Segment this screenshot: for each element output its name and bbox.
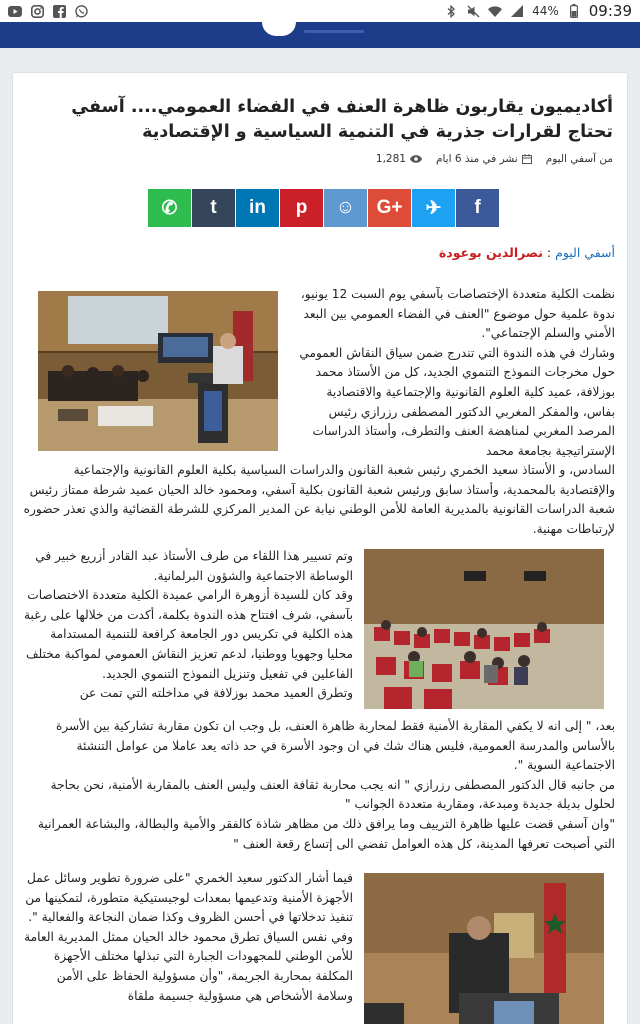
meta-views [376, 153, 422, 165]
site-header [0, 22, 640, 48]
facebook-icon: f [474, 197, 481, 218]
bluetooth-icon [444, 4, 458, 18]
instagram-icon [30, 4, 44, 18]
status-left-icons [8, 4, 88, 18]
article-paragraph-security [23, 869, 353, 1006]
meta-source[interactable] [546, 153, 613, 165]
eye-icon [410, 155, 422, 163]
whatsapp-icon [74, 4, 88, 18]
meta-published [436, 153, 532, 165]
paragraph-2b: السادس، و الأستاذ سعيد الخمري رئيس شعبة القانون والدراسات السياسية بكلية العلوم القانونية والإجتماعية والإقتصادية بالمحمدية، وأستاذ سابق ورئيس شعبة القانون بكلية آسفي، ومحمود خالد الحيان عميد شرطة ممتاز رئيس شعبة الدراسات القانونية بالمديرية العامة للأمن الوطني نيابة عن المدير المركزي للشرطة القضائية والذي تعذر حضوره لإرتباطات مهنية. [23, 463, 615, 536]
meta-views-count: 1,281 [375, 153, 406, 165]
signal-icon [510, 4, 524, 18]
paragraph-5b: بعد، " إلى انه لا يكفي المقاربة الأمنية فقط لمحاربة ظاهرة العنف، بل وجب ان تكون مقاربة تشاركية بين الأسرة بالأساس والمدرسة العمومية، فليس هناك شك في ان وجود الأسرة في حد ذاته يعد عاملا من عوامل التنشئة الاجتماعية السوية ". [55, 719, 615, 773]
battery-percent: 44% [532, 4, 559, 18]
status-bar [0, 0, 640, 22]
reddit-icon: ☺ [335, 197, 356, 218]
linkedin-share-button[interactable] [236, 189, 279, 227]
paragraph-2a: وشارك في هذه الندوة التي تندرج ضمن سياق النقاش العمومي حول مخرجات النموذج التنموي الجديد، كل من الأستاذ محمد بوزلافة، عميد كلية العلوم القانونية والإجتماعية والاقتصادية بفاس، والمفكر المغربي الدكتور المصطفى رزرازي رئيس المرصد المغربي لمناهضة العنف والتطرف، وأستاذ الدراسات الإستراتيجية بجامعة محمد [299, 345, 615, 458]
site-logo-text [304, 30, 364, 33]
paragraph-9: وفي نفس السياق تطرق محمود خالد الحيان ممثل المديرية العامة للأمن الوطني للمجهودات الجبارة التي تبذلها مختلف الأجهزة المكلفة بمحاربة الجريمة، "وأن مسؤولية الحفاظ على الأمن وسلامة الأشخاص هي مسؤولية جسيمة ملقاة [24, 929, 353, 1003]
paragraph-4: وقد كان للسيدة أزوهرة الرامي عميدة الكلية متعددة الاختصاصات بآسفي، شرف افتتاح هذه الندوة بكلمة، أكدت من خلالها على رغبة هذه الكلية في تكريس دور الجامعة كرافعة للتنمية المستدامة محليا وجهويا ووطنيا، لدعم تعزيز النقاش العمومي لمواكبة مختلف الفاعلين في تفعيل وتنزيل النموذج التنموي الجديد. [23, 588, 353, 681]
byline-source[interactable]: أسفي اليوم [555, 245, 615, 260]
whatsapp-icon: ✆ [161, 197, 178, 219]
share-bar [148, 189, 499, 227]
pinterest-share-button[interactable] [280, 189, 323, 227]
article-title: أكاديميون يقاربون ظاهرة العنف في الفضاء العمومي.... آسفي تحتاج لقرارات جذرية في التنمية السياسية و الإقتصادية [71, 97, 613, 142]
article-byline [439, 245, 615, 260]
facebook-icon [52, 4, 66, 18]
mute-icon [466, 4, 480, 18]
googleplus-share-button[interactable] [368, 189, 411, 227]
article-photo-audience[interactable] [364, 549, 604, 709]
tumblr-icon: t [210, 197, 217, 218]
calendar-icon [522, 154, 532, 164]
article-paragraph-speeches [23, 717, 615, 854]
pinterest-icon: p [295, 197, 308, 218]
paragraph-5a: وتطرق العميد محمد بوزلافة في مداخلته التي تمت عن [79, 686, 353, 701]
twitter-icon: ✈ [425, 197, 442, 219]
facebook-share-button[interactable] [456, 189, 499, 227]
article-meta [376, 153, 613, 165]
wifi-icon [488, 4, 502, 18]
reddit-share-button[interactable] [324, 189, 367, 227]
paragraph-6: من جانبه قال الدكتور المصطفى رزرازي " انه يجب محاربة ثقافة العنف وليس العنف بالمقاربة الأمنية، نحن بحاجة لحلول بديلة جديدة ومبدعة، ومقاربة متعددة الجوانب " [50, 777, 615, 812]
meta-published-label: نشر في منذ 6 ايام [435, 153, 518, 165]
status-right-icons [444, 2, 632, 20]
article-paragraph-intro [291, 285, 615, 461]
linkedin-icon: in [249, 197, 266, 218]
paragraph-3: وتم تسيير هذا اللقاء من طرف الأستاذ عبد القادر أزريع خبير في الوساطة الاجتماعية والشؤون البرلمانية. [35, 549, 353, 583]
meta-source-label: من آسفي اليوم [545, 153, 613, 165]
paragraph-7: "وان آسفي قضت عليها ظاهرة الترييف وما يرافق ذلك من مظاهر شاذة كالفقر والأمية والبطالة، والبشاعة العمرانية التي أصبحت تعرفها المدينة، كل هذه العوامل تفضي الى إتساع رقعة العنف " [37, 816, 615, 851]
googleplus-icon: G+ [376, 197, 403, 218]
article-paragraph-opening [23, 547, 353, 704]
paragraph-8: فيما أشار الدكتور سعيد الخمري "على ضرورة تطوير وسائل عمل الأجهزة الأمنية وتدعيمها بمعدات لوجيستيكية متطورة، لتمكينها من تنفيذ تدخلاتها في أحسن الظروف وكذا ضمان النجاعة والفعالية ". [25, 871, 353, 925]
whatsapp-share-button[interactable] [148, 189, 191, 227]
article-card [12, 72, 628, 1024]
battery-icon [567, 4, 581, 18]
tumblr-share-button[interactable] [192, 189, 235, 227]
article-paragraph-participants [23, 461, 615, 539]
article-photo-panel[interactable] [364, 873, 604, 1024]
clock: 09:39 [588, 2, 632, 20]
paragraph-1: نظمت الكلية متعددة الإختصاصات بآسفي يوم السبت 12 يونيو، ندوة علمية حول موضوع "العنف في الفضاء العمومي بين البعد الأمني والسلم الإجتماعي". [300, 287, 615, 341]
site-logo[interactable] [262, 22, 296, 36]
twitter-share-button[interactable] [412, 189, 455, 227]
youtube-icon [8, 4, 22, 18]
byline-author[interactable]: نصرالدين بوعودة [438, 245, 543, 260]
article-photo-speaker[interactable] [38, 291, 278, 451]
byline-separator: : [542, 245, 556, 260]
